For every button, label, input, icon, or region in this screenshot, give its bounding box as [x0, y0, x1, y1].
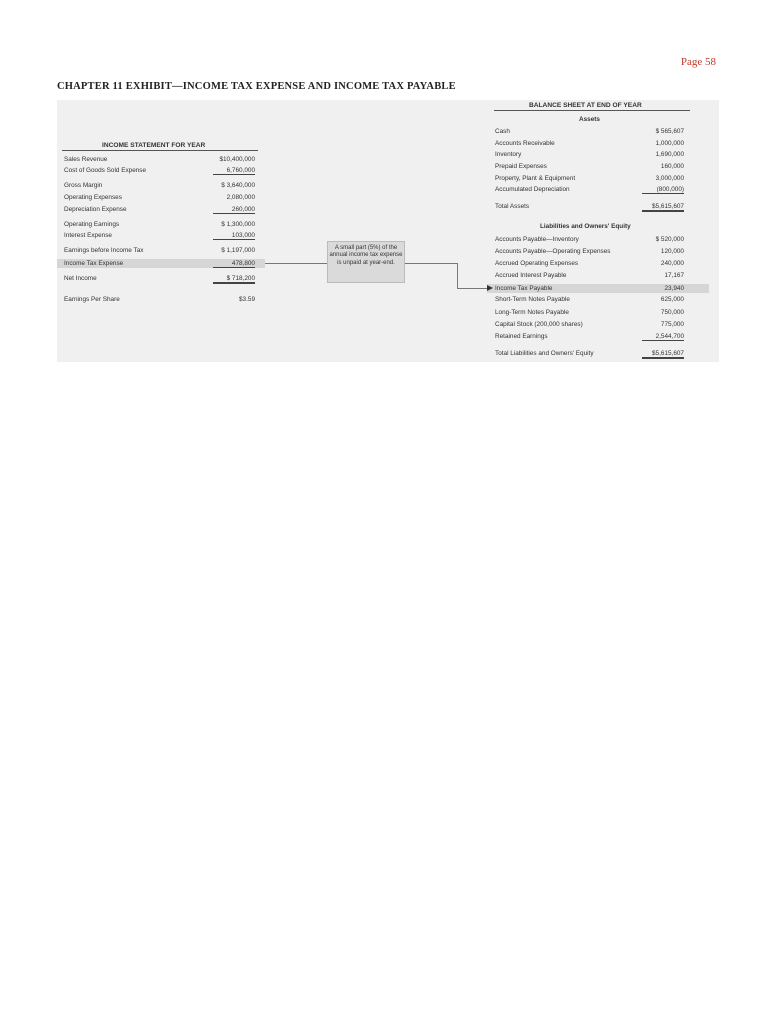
assets-heading: Assets [579, 116, 600, 123]
bs-liability-label: Accounts Payable—Operating Expenses [495, 248, 611, 255]
liabilities-heading: Liabilities and Owners' Equity [540, 223, 631, 230]
bs-liability-label: Capital Stock (200,000 shares) [495, 321, 583, 328]
bs-asset-value: $ 565,607 [655, 128, 684, 135]
income-statement-title: INCOME STATEMENT FOR YEAR [102, 142, 206, 149]
is-value: $ 1,197,000 [221, 247, 255, 254]
is-value: $ 1,300,000 [221, 221, 255, 228]
bs-liability-label: Short-Term Notes Payable [495, 296, 570, 303]
is-value: $3.59 [239, 296, 255, 303]
is-label: Interest Expense [64, 232, 112, 239]
bs-asset-label: Total Assets [495, 203, 530, 210]
is-value: 6,760,000 [213, 167, 255, 175]
bs-asset-label: Cash [495, 128, 510, 135]
is-label: Sales Revenue [64, 156, 108, 163]
bs-liability-value: 120,000 [660, 248, 684, 255]
connector-line [405, 263, 457, 264]
bs-asset-label: Accumulated Depreciation [495, 186, 570, 193]
bs-liability-label: Accrued Interest Payable [495, 272, 567, 279]
bs-liability-label: Retained Earnings [495, 333, 548, 340]
bs-asset-value: $5,615,607 [642, 203, 684, 212]
bs-liability-value: 240,000 [660, 260, 684, 267]
bs-liability-label: Total Liabilities and Owners' Equity [495, 350, 594, 357]
bs-liability-label: Long-Term Notes Payable [495, 309, 569, 316]
is-label: Net Income [64, 275, 97, 282]
bs-asset-value: 160,000 [660, 163, 684, 170]
bs-liability-label-income-tax-payable: Income Tax Payable [495, 285, 553, 292]
bs-liability-value: 625,000 [660, 296, 684, 303]
is-label: Earnings before Income Tax [64, 247, 144, 254]
callout-box: A small part (5%) of the annual income tax expense is unpaid at year-end. [327, 241, 405, 283]
balance-sheet-title: BALANCE SHEET AT END OF YEAR [529, 102, 642, 109]
is-value: $ 3,640,000 [221, 182, 255, 189]
is-label: Gross Margin [64, 182, 103, 189]
is-value: $ 718,200 [213, 275, 255, 284]
bs-liability-value: $5,615,607 [642, 350, 684, 359]
bs-liability-value: 17,167 [664, 272, 684, 279]
page-number: Page 58 [680, 56, 716, 68]
bs-asset-label: Prepaid Expenses [495, 163, 547, 170]
is-value-income-tax-expense: 478,800 [213, 260, 255, 268]
bs-asset-label: Inventory [495, 151, 522, 158]
connector-line [457, 263, 458, 288]
is-label: Depreciation Expense [64, 206, 127, 213]
bs-liability-value: 775,000 [660, 321, 684, 328]
bs-asset-value: 1,000,000 [655, 140, 684, 147]
bs-asset-label: Property, Plant & Equipment [495, 175, 576, 182]
is-label-income-tax-expense: Income Tax Expense [64, 260, 124, 267]
is-label: Earnings Per Share [64, 296, 120, 303]
bs-liability-value: 2,544,700 [642, 333, 684, 341]
bs-liability-value-income-tax-payable: 23,940 [664, 285, 684, 292]
chapter-title: CHAPTER 11 EXHIBIT—INCOME TAX EXPENSE AND INCOME TAX PAYABLE [57, 81, 456, 92]
is-value: 260,000 [213, 206, 255, 214]
is-label: Cost of Goods Sold Expense [64, 167, 147, 174]
bs-asset-value: 3,000,000 [655, 175, 684, 182]
bs-asset-value: 1,690,000 [655, 151, 684, 158]
bs-liability-value: 750,000 [660, 309, 684, 316]
is-label: Operating Expenses [64, 194, 122, 201]
is-value: 103,000 [213, 232, 255, 240]
arrow-right-icon [487, 285, 493, 291]
is-label: Operating Earnings [64, 221, 120, 228]
bs-liability-value: $ 520,000 [655, 236, 684, 243]
bs-liability-label: Accounts Payable—Inventory [495, 236, 579, 243]
bs-liability-label: Accrued Operating Expenses [495, 260, 579, 267]
is-value: $10,400,000 [219, 156, 255, 163]
exhibit-figure [57, 100, 719, 362]
connector-line [457, 288, 487, 289]
connector-line [265, 263, 327, 264]
is-value: 2,080,000 [226, 194, 255, 201]
bs-asset-label: Accounts Receivable [495, 140, 555, 147]
bs-asset-value: (800,000) [642, 186, 684, 194]
